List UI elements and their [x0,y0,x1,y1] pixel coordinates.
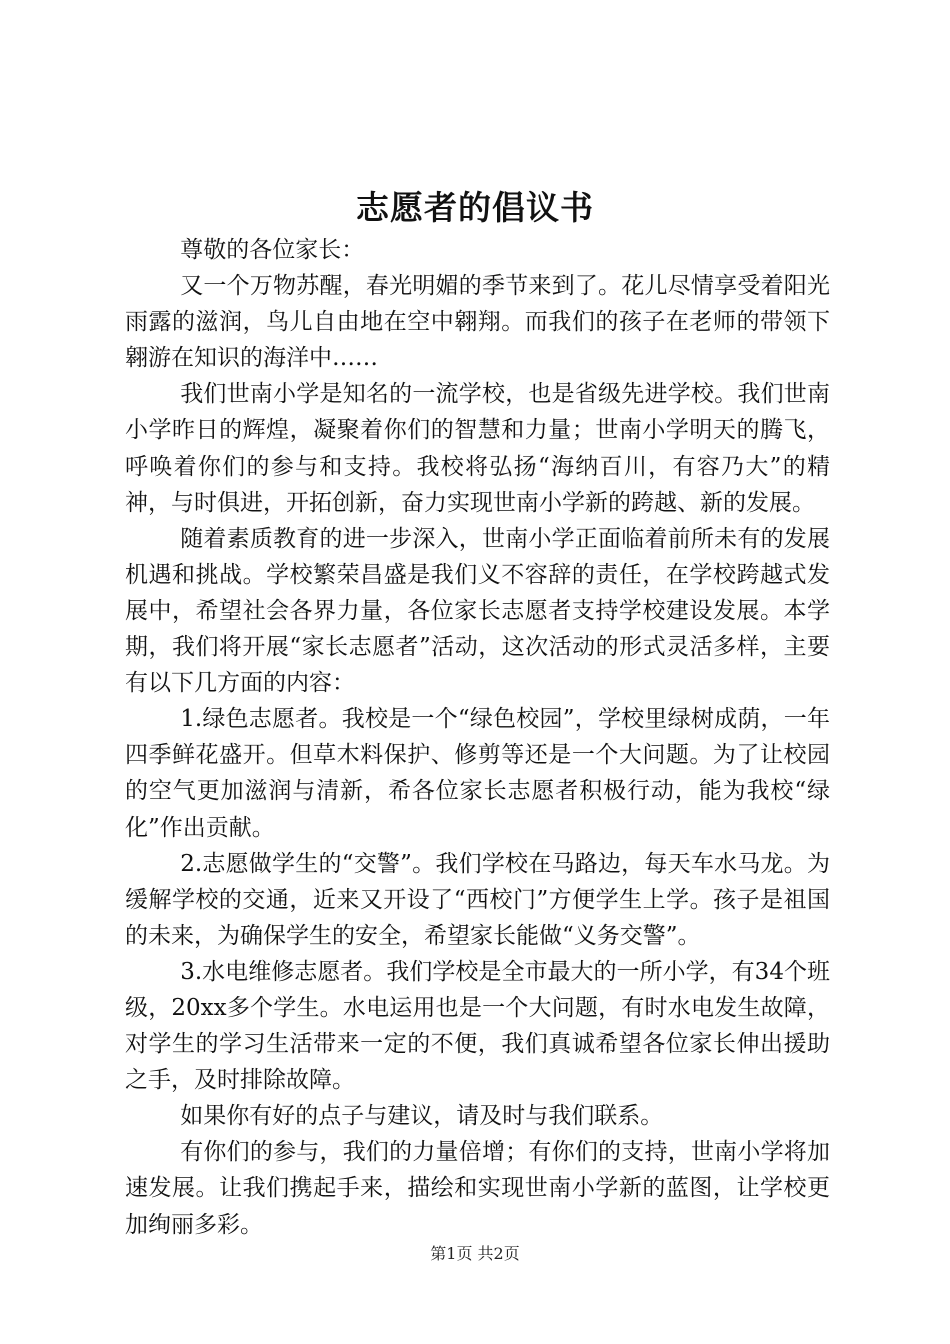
list-item-paragraph: 2.志愿做学生的“交警”。我们学校在马路边，每天车水马龙。为缓解学校的交通，近来又开设了“西校门”方便学生上学。孩子是祖国的未来，为确保学生的安全，希望家长能做“义务交警”。 [125,850,830,949]
closing-paragraph: 有你们的参与，我们的力量倍增；有你们的支持，世南小学将加速发展。让我们携起手来，描绘和实现世南小学新的蓝图，让学校更加绚丽多彩。 [125,1139,830,1238]
document-title: 志愿者的倡议书 [356,188,594,227]
list-item-paragraph: 3.水电维修志愿者。我们学校是全市最大的一所小学，有34个班级，20xx多个学生。水电运用也是一个大问题，有时水电发生故障，对学生的学习生活带来一定的不便，我们真诚希望各位家长伸出援助之手，及时排除故障。 [125,958,830,1094]
body-paragraph: 随着素质教育的进一步深入，世南小学正面临着前所未有的发展机遇和挑战。学校繁荣昌盛是我们义不容辞的责任，在学校跨越式发展中，希望社会各界力量，各位家长志愿者支持学校建设发展。本学期，我们将开展“家长志愿者”活动，这次活动的形式灵活多样，主要有以下几方面的内容： [125,525,830,697]
document-body [125,232,830,1243]
list-item-paragraph: 1.绿色志愿者。我校是一个“绿色校园”，学校里绿树成荫，一年四季鲜花盛开。但草木料保护、修剪等还是一个大问题。为了让校园的空气更加滋润与清新，希各位家长志愿者积极行动，能为我校“绿化”作出贡献。 [125,706,830,841]
salutation-paragraph: 尊敬的各位家长： [180,237,365,263]
body-paragraph: 又一个万物苏醒，春光明媚的季节来到了。花儿尽情享受着阳光雨露的滋润，鸟儿自由地在空中翱翔。而我们的孩子在老师的带领下翱游在知识的海洋中…… [125,273,830,372]
body-paragraph: 如果你有好的点子与建议，请及时与我们联系。 [180,1103,664,1130]
page-number-footer: 第1页 共2页 [430,1244,520,1263]
body-paragraph: 我们世南小学是知名的一流学校，也是省级先进学校。我们世南小学昨日的辉煌，凝聚着你们的智慧和力量；世南小学明天的腾飞，呼唤着你们的参与和支持。我校将弘扬“海纳百川，有容乃大”的精神，与时俱进，开拓创新，奋力实现世南小学新的跨越、新的发展。 [125,381,830,516]
